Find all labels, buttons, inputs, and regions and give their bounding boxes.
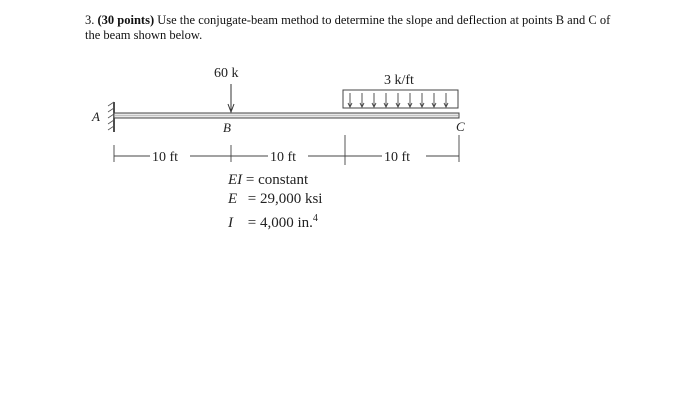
problem-points: (30 points): [97, 13, 155, 27]
i-value: = 4,000 in.: [247, 215, 313, 231]
dimension-b-mid: 10 ft: [270, 150, 297, 165]
problem-text-line2: the beam shown below.: [85, 28, 203, 42]
label-c: C: [456, 119, 465, 134]
distributed-load-label: 3 k/ft: [384, 73, 414, 88]
ei-symbol: EI: [228, 172, 243, 188]
property-ei: [228, 171, 322, 190]
i-value-exponent: 4: [312, 213, 318, 224]
problem-text-line1: Use the conjugate-beam method to determine the slope and deflection at points B and C of: [157, 13, 611, 27]
property-e: [228, 190, 322, 209]
problem-number: 3.: [85, 13, 95, 27]
i-symbol: I: [228, 215, 233, 231]
section-properties: [228, 171, 322, 233]
property-i: [228, 209, 322, 233]
distributed-load-block: [343, 90, 458, 108]
fixed-support-hatch: [108, 102, 114, 130]
ei-value: = constant: [245, 172, 309, 188]
point-load-label: 60 k: [214, 66, 239, 81]
e-symbol: E: [228, 191, 238, 207]
e-value: = 29,000 ksi: [247, 191, 323, 207]
distributed-load-arrows: [348, 93, 448, 107]
dimension-ab: 10 ft: [152, 150, 179, 165]
dimension-mid-c: 10 ft: [384, 150, 411, 165]
label-a: A: [92, 109, 100, 124]
label-b: B: [223, 120, 231, 135]
